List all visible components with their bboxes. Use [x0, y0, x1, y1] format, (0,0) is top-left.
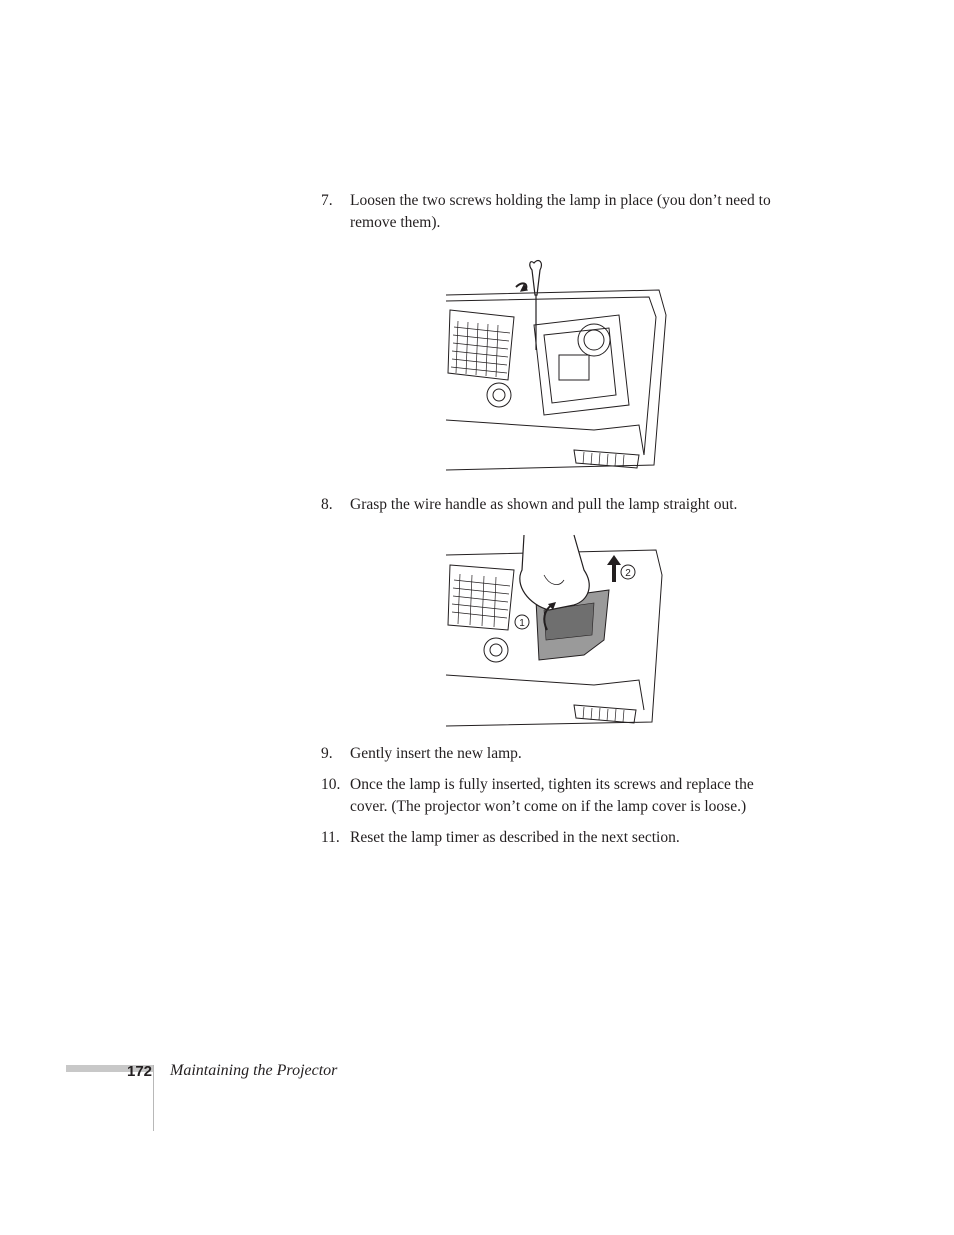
step-text: Once the lamp is fully inserted, tighten its screws and replace the cover. (The projector won’t come on if the lamp cover is loose.) — [350, 776, 754, 815]
step-number: 11. — [321, 829, 340, 846]
footer-divider — [153, 1065, 154, 1131]
step-8 — [321, 494, 791, 516]
step-9 — [321, 743, 791, 765]
callout-1: 1 — [519, 618, 525, 629]
step-7 — [321, 190, 791, 234]
step-text: Gently insert the new lamp. — [350, 745, 522, 762]
step-number: 9. — [321, 745, 333, 762]
step-text: Loosen the two screws holding the lamp in place (you don’t need to remove them). — [350, 192, 771, 231]
step-number: 10. — [321, 776, 341, 793]
page-number: 172 — [127, 1063, 153, 1080]
section-title: Maintaining the Projector — [170, 1062, 338, 1079]
step-10 — [321, 774, 791, 818]
step-text: Reset the lamp timer as described in the next section. — [350, 829, 680, 846]
callout-2: 2 — [625, 568, 631, 579]
step-text: Grasp the wire handle as shown and pull the lamp straight out. — [350, 496, 738, 513]
step-number: 8. — [321, 496, 333, 513]
step-number: 7. — [321, 192, 333, 209]
lamp-removal-illustration — [444, 530, 664, 730]
lamp-screws-illustration — [444, 255, 669, 475]
step-11 — [321, 827, 791, 849]
